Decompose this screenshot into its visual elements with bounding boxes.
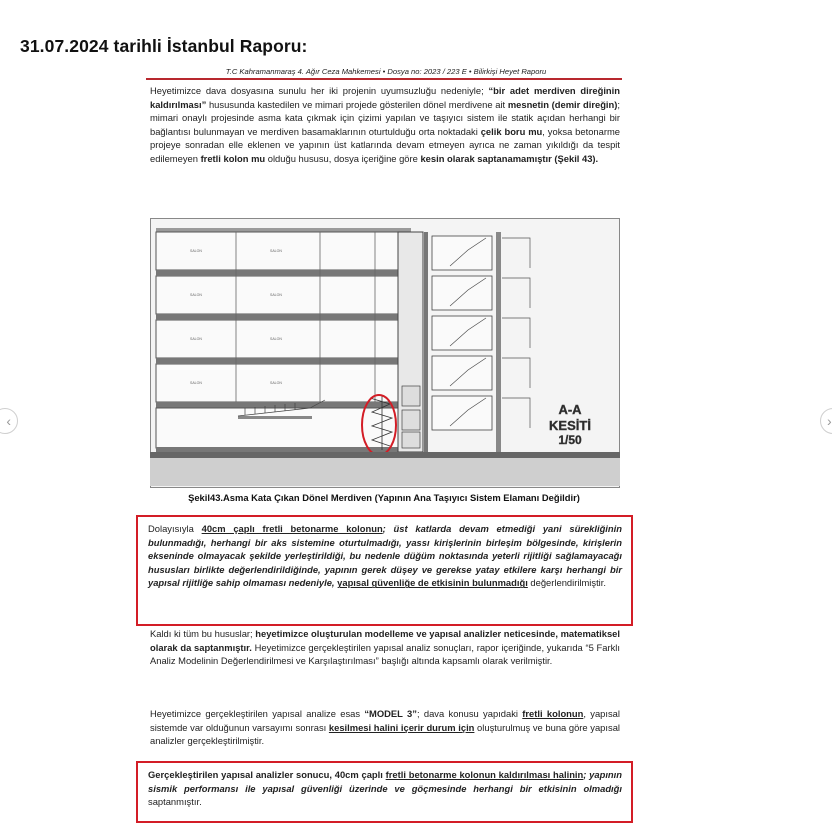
carousel-next-button[interactable]: › (820, 408, 832, 434)
svg-text:SALON: SALON (270, 293, 282, 297)
paragraph-4 (150, 707, 620, 748)
text-run: heyetimizce oluşturulan modelleme ve yapısal analizler neticesinde, matematiksel olarak da saptanmıştır. (150, 628, 620, 653)
svg-text:SALON: SALON (270, 381, 282, 385)
text-run: oluşturulmuş ve buna göre yapısal analizler gerçekleştirilmiştir. (150, 721, 620, 747)
svg-text:SALON: SALON (190, 249, 202, 253)
text-run: olduğu hususu, dosya içeriğine göre (265, 152, 421, 164)
header-divider (146, 78, 622, 80)
text-run: mesnetin (demir direğin) (507, 98, 618, 110)
paragraph-3 (150, 627, 620, 668)
document-header: T.C Kahramanmaraş 4. Ağır Ceza Mahkemesi • Dosya no: 2023 / 223 E • Bilirkişi Heyet Raporu (225, 67, 547, 76)
svg-text:SALON: SALON (270, 249, 282, 253)
text-run: , yapısal sistemde var olduğunun varsayımı sonrası (150, 708, 620, 733)
text-run: fretli kolonun (522, 708, 584, 719)
text-run: Kaldı ki tüm bu hususlar; (150, 628, 256, 639)
text-run: Gerçekleştirilen yapısal analizler sonucu, 40cm çaplı (148, 769, 386, 780)
text-run: ; üst katlarda devam etmediği yani sürekliğinin bulunmadığı, herhangi bir aks sistemine oturtulmadığı, yassı kirişlerinin birleşim bölgesinde, kirişlerin ekseninde olmayacak şekilde yerleştirildiği, bu nedenle düğüm noktasında yeterli rijitliği sağlamayacağı hususları birlikte değerlendirildiğinde, yapının gerek düşey ve gerekse yatay etkilere karşı herhangi bir yapısal rijitliğe sahip olmaması nedeniyle, (148, 523, 622, 589)
text-run: fretli betonarme kolonun kaldırılması halinin (385, 769, 584, 780)
section-drawing (150, 218, 620, 488)
section-label-kesiti: KESİTİ (549, 418, 591, 433)
text-run: saptanmıştır. (148, 796, 202, 808)
text-run: “bir adet merdiven direğinin kaldırılması” (150, 85, 620, 110)
text-run: hususunda kastedilen ve mimari projede gösterilen dönel merdivene ait (206, 98, 508, 110)
text-run: ; mimari onaylı projesinde asma kata çıkmak için çizimi yapılan ve taşıyıcı sistem ile statik açıdan herhangi bir bağlantısı bulunmayan ve merdiven basamaklarının oturtulduğu orta noktadaki (150, 98, 620, 137)
text-run: yapısal güvenliğe de etkisinin bulunmadığı (337, 577, 528, 589)
section-label-aa: A-A (558, 402, 582, 417)
text-run: Heyetimizce gerçekleştirilen yapısal analiz sonuçları, rapor içeriğinde, yukarıda “5 Farklı Analiz Modelinin Değerlendirilmesi ve Karşılaştırılması” başlığı altında kapsamlı olarak verilmiştir. (150, 641, 620, 667)
carousel-prev-button[interactable]: ‹ (0, 408, 18, 434)
paragraph-2 (138, 517, 631, 590)
text-run: “MODEL 3” (364, 708, 417, 719)
text-run: Dolayısıyla (148, 523, 202, 534)
report-page-image (134, 64, 634, 834)
svg-text:SALON: SALON (190, 337, 202, 341)
text-run: değerlendirilmiştir. (527, 577, 606, 589)
svg-text:SALON: SALON (270, 337, 282, 341)
svg-text:SALON: SALON (190, 381, 202, 385)
text-run: çelik boru mu (480, 125, 543, 137)
text-run: Heyetimizce dava dosyasına sunulu her iki projenin uyumsuzluğu nedeniyle; (150, 85, 489, 96)
text-run: 40cm çaplı fretli betonarme kolonun (201, 523, 383, 534)
text-run: ; yapının sismik performansı ile yapısal güvenliği üzerinde ve göçmesinde herhangi bir etkisinin olmadığı (148, 769, 622, 794)
text-run: , yoksa betonarme projeye sonradan elle eklenen ve yapının üst katlarında devam etmeyen ayrıca ne zaman yıkıldığı da tespit edilemeyen (150, 125, 621, 164)
paragraph-5 (138, 763, 631, 809)
section-label-scale: 1/50 (558, 433, 582, 447)
text-run: kesin olarak saptanamamıştır (Şekil 43). (420, 152, 599, 164)
highlight-box-1 (136, 515, 633, 626)
highlight-box-2 (136, 761, 633, 823)
text-run: fretli kolon mu (200, 152, 266, 164)
text-run: Heyetimizce gerçekleştirilen yapısal analize esas (150, 708, 365, 719)
text-run: ; dava konusu yapıdaki (416, 708, 523, 719)
figure-caption: Şekil43.Asma Kata Çıkan Dönel Merdiven (Yapının Ana Taşıyıcı Sistem Elamanı Değildir) (188, 492, 580, 503)
paragraph-1 (150, 84, 620, 166)
text-run: kesilmesi halini içerir durum için (328, 721, 475, 733)
page-heading: 31.07.2024 tarihli İstanbul Raporu: (20, 36, 308, 56)
svg-text:SALON: SALON (190, 293, 202, 297)
